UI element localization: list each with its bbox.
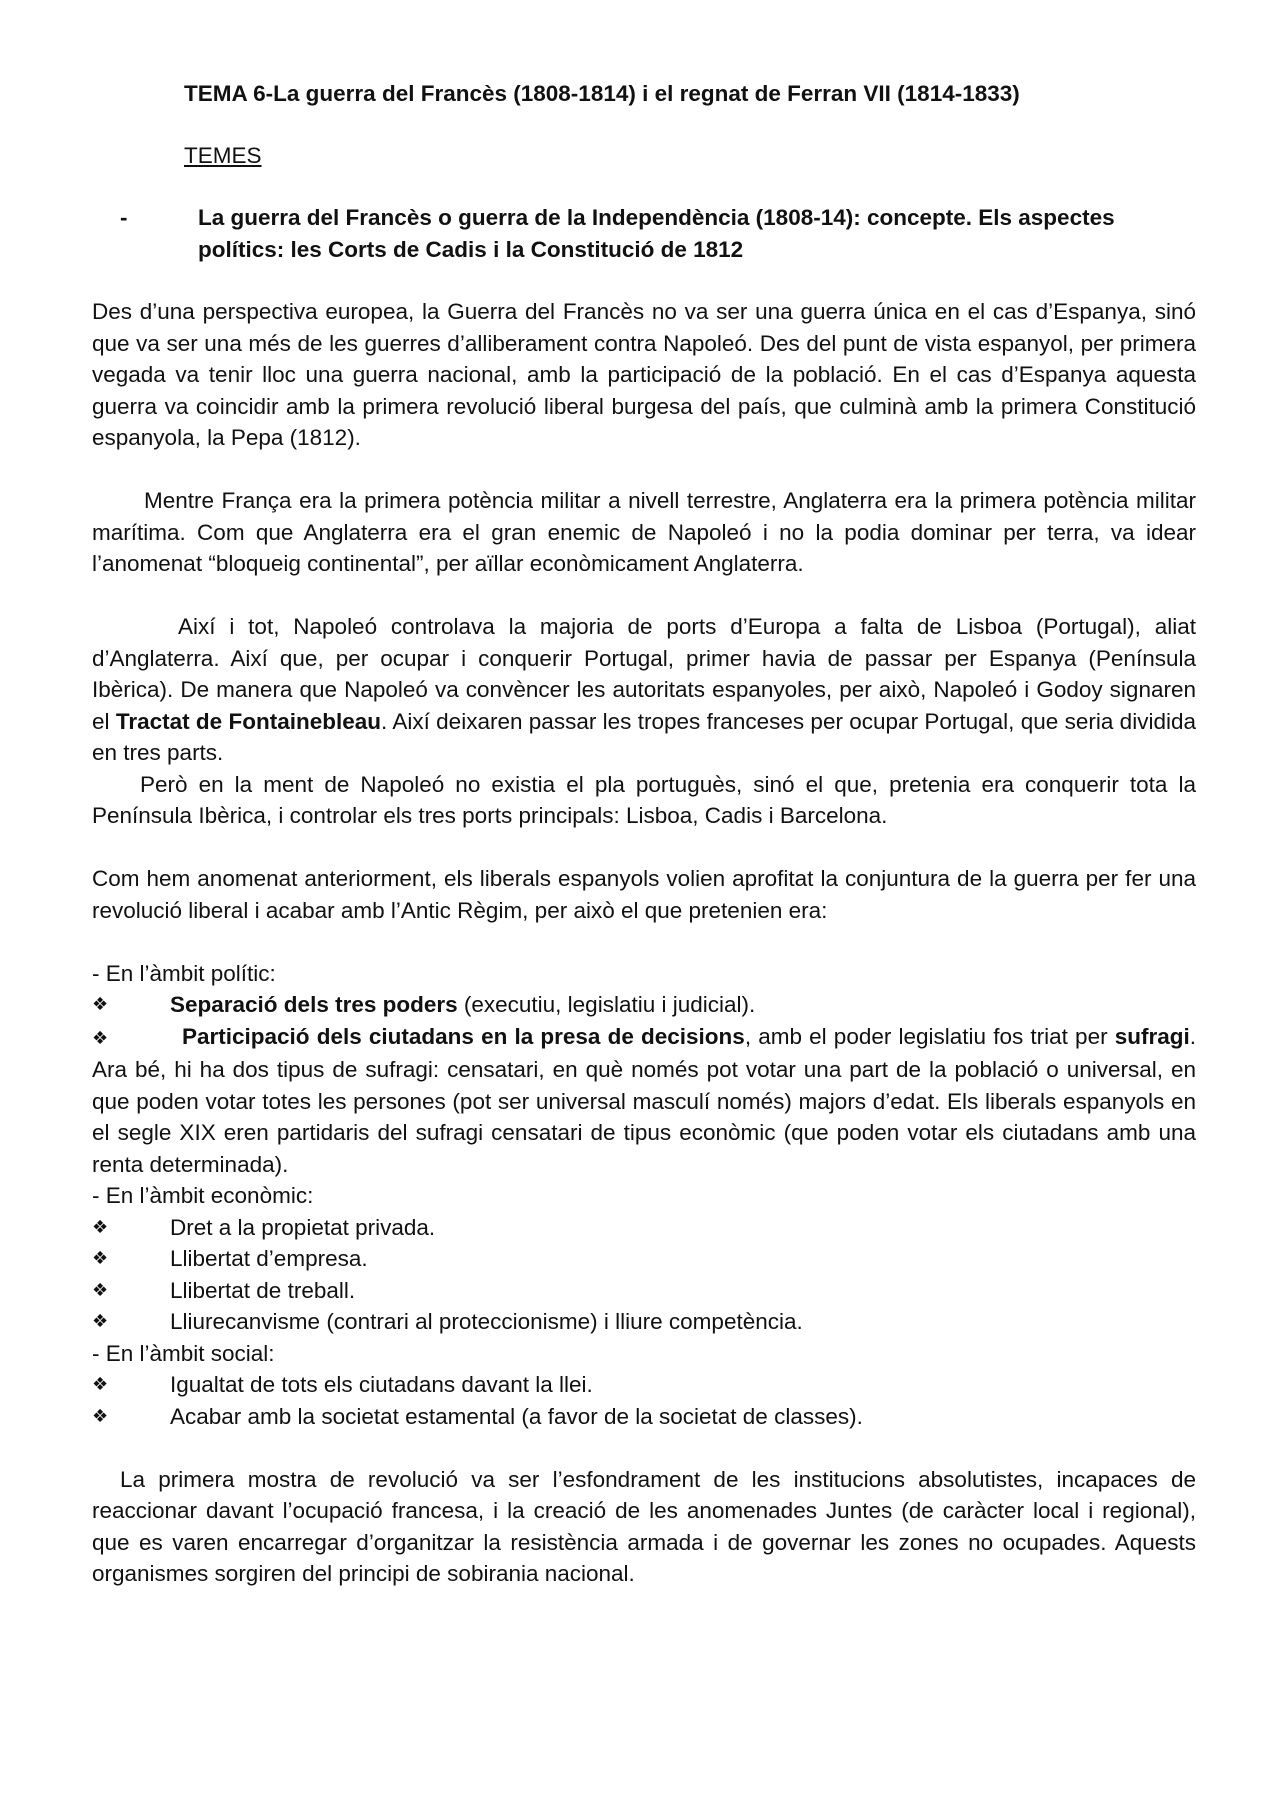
topic-heading [120, 202, 1200, 265]
list-item [92, 989, 1196, 1021]
bullet-icon: ❖ [92, 1027, 109, 1049]
paragraph-2: Mentre França era la primera potència militar a nivell terrestre, Anglaterra era la primera potència militar marítima. Com que Anglaterra era el gran enemic de Napoleó i no la podia dominar per terra, va idear l’anomenat “bloqueig continental”, per aïllar econòmicament Anglaterra. [92, 488, 1196, 576]
bullet-icon: ❖ [92, 1279, 109, 1301]
economic-item-4: Lliurecanvisme (contrari al proteccionisme) i lliure competència. [170, 1309, 803, 1334]
document-body [92, 296, 1196, 1590]
paragraph-3-after: . Així deixaren passar les tropes franceses per ocupar Portugal, que seria dividida en tres parts. [92, 708, 1196, 765]
bullet-icon: ❖ [92, 994, 109, 1015]
economic-heading: - En l’àmbit econòmic: [92, 1183, 314, 1208]
paragraph-4: Però en la ment de Napoleó no existia el pla portuguès, sinó el que, pretenia era conquerir tota la Península Ibèrica, i controlar els tres ports principals: Lisboa, Cadis i Barcelona. [92, 771, 1196, 828]
paragraph-3-bold: Tractat de Fontainebleau [115, 708, 382, 734]
social-heading: - En l’àmbit social: [92, 1340, 275, 1366]
politic-item-2-bold-2: sufragi [1114, 1023, 1190, 1049]
politic-item-2-bold: Participació dels ciutadans en la presa de decisions [182, 1023, 745, 1049]
list-item [92, 1401, 1196, 1433]
list-item [92, 1275, 1196, 1307]
bullet-icon: ❖ [92, 1248, 109, 1269]
politic-item-1-bold: Separació dels tres poders [170, 992, 458, 1017]
social-item-2: Acabar amb la societat estamental (a favor de la societat de classes). [170, 1403, 863, 1429]
politic-item-2-rest: . Ara bé, hi ha dos tipus de sufragi: censatari, en què només pot votar una part de la població o universal, en que poden votar totes les persones (pot ser universal masculí només) majors d’edat. Els liberals espanyols en el segle XIX eren partidaris del sufragi censatari de tipus econòmic (que poden votar els ciutadans amb una renta determinada). [92, 1023, 1197, 1177]
economic-item-2: Llibertat d’empresa. [170, 1246, 368, 1271]
list-item [92, 1306, 1196, 1338]
bullet-icon: ❖ [92, 1405, 109, 1427]
bullet-icon: ❖ [92, 1216, 109, 1238]
paragraph-1: Des d’una perspectiva europea, la Guerra del Francès no va ser una guerra única en el cas d’Espanya, sinó que va ser una més de les guerres d’alliberament contra Napoleó. Des del punt de vista espanyol, per primera vegada va tenir lloc una guerra nacional, amb la participació de la població. En el cas d’Espanya aquesta guerra va coincidir amb la primera revolució liberal burgesa del país, que culminà amb la primera Constitució espanyola, la Pepa (1812). [92, 299, 1196, 450]
section-label: TEMES [184, 143, 262, 168]
document-title: TEMA 6-La guerra del Francès (1808-1814) i el regnat de Ferran VII (1814-1833) [184, 81, 1020, 106]
bullet-icon: ❖ [92, 1311, 109, 1332]
social-item-1: Igualtat de tots els ciutadans davant la llei. [170, 1372, 593, 1397]
list-item [92, 1369, 1196, 1401]
paragraph-6: La primera mostra de revolució va ser l’esfondrament de les institucions absolutistes, incapaces de reaccionar davant l’ocupació francesa, i la creació de les anomenades Juntes (de caràcter local i regional), que es varen encarregar d’organitzar la resistència armada i de governar les zones no ocupades. Aquests organismes sorgiren del principi de sobirania nacional. [92, 1466, 1196, 1586]
paragraph-5: Com hem anomenat anteriorment, els liberals espanyols volien aprofitat la conjuntura de la guerra per fer una revolució liberal i acabar amb l’Antic Règim, per això el que pretenien era: [92, 866, 1196, 923]
bullet-icon: ❖ [92, 1374, 109, 1395]
politic-item-2-mid: , amb el poder legislatiu fos triat per [744, 1023, 1115, 1049]
topic-dash: - [120, 205, 128, 230]
list-item [92, 1021, 1196, 1181]
paragraph-3-before: Així i tot, Napoleó controlava la majoria de ports d’Europa a falta de Lisboa (Portugal), aliat d’Anglaterra. Així que, per ocupar i conquerir Portugal, primer havia de passar per Espanya (Península Ibèrica). De manera que Napoleó va convèncer les autoritats espanyoles, per això, Napoleó i Godoy signaren el [92, 614, 1196, 734]
economic-item-3: Llibertat de treball. [170, 1277, 356, 1303]
topic-text: La guerra del Francès o guerra de la Independència (1808-14): concepte. Els aspectes polítics: les Corts de Cadis i la Constitució de 1812 [198, 205, 1115, 262]
politic-heading: - En l’àmbit polític: [92, 960, 276, 986]
list-item [92, 1243, 1196, 1275]
paragraph-3 [92, 611, 1196, 769]
list-item [92, 1212, 1196, 1244]
economic-item-1: Dret a la propietat privada. [170, 1214, 436, 1240]
politic-item-1-rest: (executiu, legislatiu i judicial). [457, 992, 756, 1017]
